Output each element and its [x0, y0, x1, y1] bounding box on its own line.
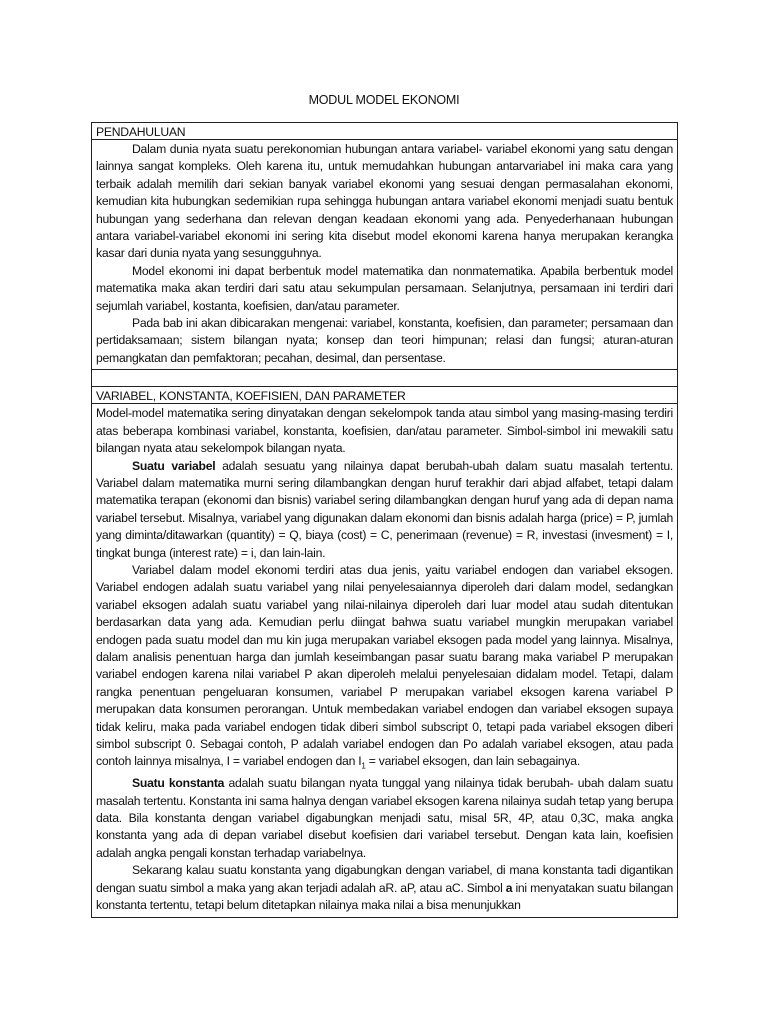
module-table — [91, 122, 678, 918]
section-heading: PENDAHULUAN — [92, 123, 677, 140]
term-konstanta: Suatu konstanta — [132, 776, 225, 791]
paragraph-text: Variabel dalam model ekonomi terdiri atas dua jenis, yaitu variabel endogen dan variabel eksogen. Variabel endogen adalah suatu variabel yang nilai penyelesaiannya diperoleh dari dalam model, sedangkan variabel eksogen adalah suatu variabel yang nilai-nilainya diperoleh dari luar model atau sudah ditentukan berdasarkan data yang ada. Kemudian perlu diingat bahwa suatu variabel mungkin merupakan variabel endogen pada suatu model dan mu kin juga merupakan variabel eksogen pada model yang lainnya. Misalnya, dalam analisis penentuan harga dan jumlah keseimbangan pasar suatu barang maka variabel P merupakan variabel endogen karena nilai variabel P akan diperoleh melalui penyelesaian didalam model. Tetapi, dalam rangka penentuan pengeluaran konsumen, variabel P merupakan variabel eksogen karena variabel P merupakan data konsumen perorangan. Untuk membedakan variabel endogen dan variabel eksogen supaya tidak keliru, maka pada variabel endogen tidak diberi simbol subscript 0, tetapi pada variabel eksogen diberi simbol subscript 0. Sebagai contoh, P adalah variabel endogen dan Po adalah variabel eksogen, atau pada contoh lainnya misalnya, I = variabel endogen dan I — [96, 562, 673, 769]
subscript: 1 — [361, 761, 366, 771]
section-body — [92, 404, 677, 916]
paragraph-text: ini menyatakan suatu bilangan konstanta tertentu, tetapi belum ditetapkan nilainya maka nilai a bisa menunjukkan — [96, 880, 673, 913]
section-body — [92, 140, 677, 369]
paragraph-simbol — [96, 862, 673, 914]
paragraph-text: adalah sesuatu yang nilainya dapat berubah-ubah dalam suatu masalah tertentu. Variabel dalam matematika murni sering dilambangkan dengan huruf terakhir dari abjad alfabet, tetapi dalam matematika terapan (ekonomi dan bisnis) variabel sering dilambangkan dengan huruf yang ada di depan nama variabel tersebut. Misalnya, variabel yang digunakan dalam ekonomi dan bisnis adalah harga (price) = P, jumlah yang diminta/ditawarkan (quantity) = Q, biaya (cost) = C, penerimaan (revenue) = R, investasi (invesment) = I, tingkat bunga (interest rate) = i, dan lain-lain. — [96, 458, 673, 560]
document-title: MODUL MODEL EKONOMI — [308, 93, 460, 107]
section-variabel — [92, 387, 677, 916]
paragraph: Dalam dunia nyata suatu perekonomian hubungan antara variabel- variabel ekonomi yang satu dengan lainnya sangat kompleks. Oleh karena itu, untuk memudahkan hubungan antarvariabel ini maka cara yang terbaik adalah memilih dari sekian banyak variabel ekonomi yang sesuai dengan permasalahan ekonomi, kemudian kita hubungkan sedemikian rupa sehingga hubungan antara variabel ekonomi menjadi suatu bentuk hubungan yang sederhana dan relevan dengan keadaan ekonomi yang ada. Penyederhanaan hubungan antara variabel-variabel ekonomi ini sering kita disebut model ekonomi karena hanya merupakan kerangka kasar dari dunia nyata yang sesungguhnya. — [96, 142, 673, 261]
paragraph-text: Sekarang kalau suatu konstanta yang digabungkan dengan variabel, di mana konstanta tadi digantikan dengan suatu simbol a maka yang akan terjadi adalah aR. aP, atau aC. Simbol — [96, 863, 673, 895]
section-heading: VARIABEL, KONSTANTA, KOEFISIEN, DAN PARAMETER — [92, 387, 677, 404]
paragraph: Pada bab ini akan dibicarakan mengenai: variabel, konstanta, koefisien, dan parameter; persamaan dan pertidaksamaan; sistem bilangan nyata; konsep dan teori himpunan; relasi dan fungsi; aturan-aturan pemangkatan dan pemfaktoran; pecahan, desimal, dan persentase. — [96, 316, 673, 365]
paragraph-text: adalah suatu bilangan nyata tunggal yang nilainya tidak berubah- ubah dalam suatu masalah tertentu. Konstanta ini sama halnya dengan variabel eksogen karena nilainya sudah tetap yang berupa data. Bila konstanta dengan variabel digabungkan menjadi satu, misal 5R, 4P, atau 0,3C, maka angka konstanta yang ada di depan variabel disebut koefisien dari variabel tersebut. Dengan kata lain, koefisien adalah angka pengali konstan terhadap variabelnya. — [96, 776, 673, 860]
symbol-a: a — [505, 880, 513, 895]
paragraph-endogen — [96, 562, 673, 775]
paragraph-variabel — [96, 458, 673, 562]
term-variabel: Suatu variabel — [132, 458, 216, 473]
section-pendahuluan — [92, 123, 677, 370]
empty-row — [92, 370, 677, 387]
paragraph: Model ekonomi ini dapat berbentuk model matematika dan nonmatematika. Apabila berbentuk model matematika maka akan terdiri dari satu atau sekumpulan persamaan. Selanjutnya, persamaan ini terdiri dari sejumlah variabel, kostanta, koefisien, dan/atau parameter. — [96, 263, 673, 313]
paragraph-konstanta — [96, 775, 673, 862]
paragraph-text: = variabel eksogen, dan lain sebagainya. — [365, 754, 580, 769]
paragraph: Model-model matematika sering dinyatakan dengan sekelompok tanda atau simbol yang masing-masing terdiri atas beberapa kombinasi variabel, konstanta, koefisien, dan/atau parameter. Simbol-simbol ini mewakili satu bilangan nyata atau sekelompok bilangan nyata. — [96, 406, 673, 456]
